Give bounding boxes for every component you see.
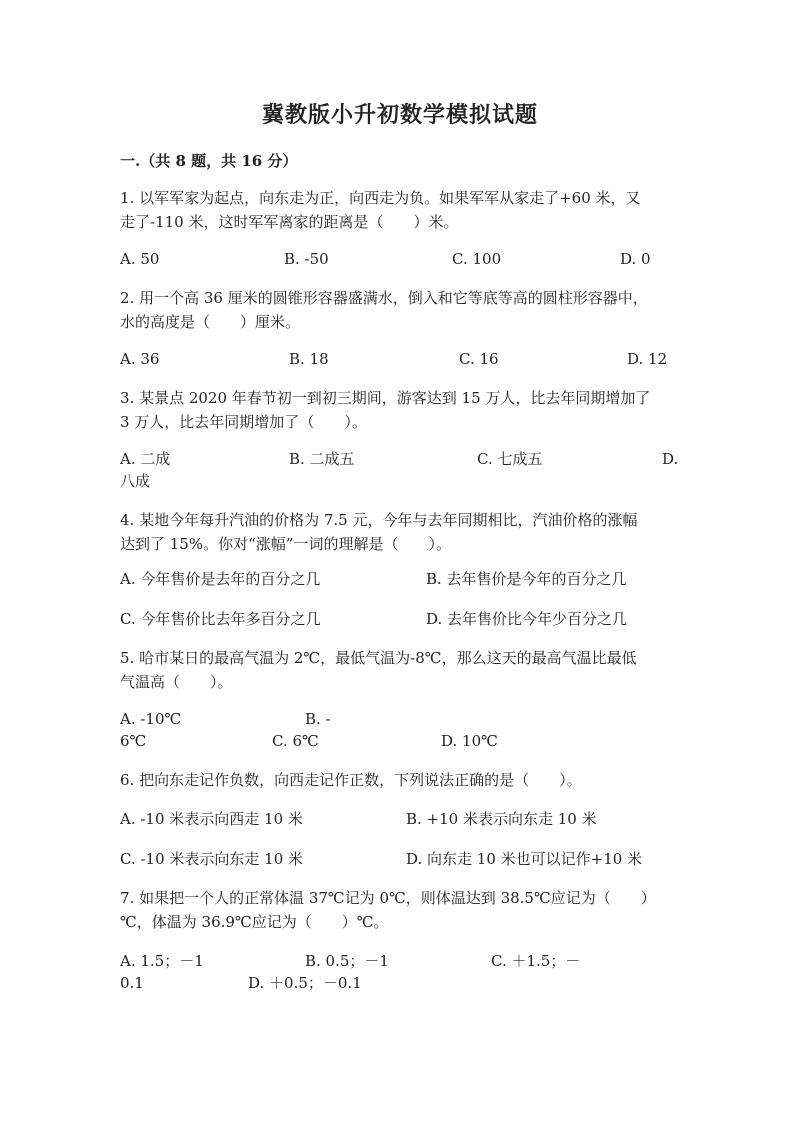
option-c: C. 6℃ (272, 732, 319, 750)
question-line: 7. 如果把一个人的正常体温 37℃记为 0℃，则体温达到 38.5℃应记为（ ） (120, 889, 656, 907)
option-d: D. 去年售价比今年少百分之几 (426, 610, 628, 628)
section-heading: 一.（共 8 题，共 16 分） (120, 152, 298, 170)
question-4 (120, 508, 680, 556)
question-1 (120, 186, 680, 234)
question-line: 水的高度是（ ）厘米。 (120, 313, 301, 331)
option-b-text: 6℃ (120, 732, 147, 750)
question-line: 走了-110 米，这时军军离家的距离是（ ）米。 (120, 213, 459, 231)
option-a: A. 36 (120, 350, 160, 368)
option-b: B. 去年售价是今年的百分之几 (426, 570, 627, 588)
option-c: C. 16 (459, 350, 499, 368)
option-b: B. 二成五 (289, 450, 355, 468)
page-title: 冀教版小升初数学模拟试题 (261, 102, 538, 128)
option-d: D. ＋0.5；－0.1 (248, 974, 362, 992)
option-a: A. -10 米表示向西走 10 米 (120, 810, 303, 828)
question-line: 气温高（ ）。 (120, 673, 233, 691)
option-c: C. ＋1.5；－ (491, 952, 581, 970)
option-a: A. 50 (120, 250, 160, 268)
option-c: C. 七成五 (477, 450, 543, 468)
option-d: D. 0 (620, 250, 651, 268)
option-c: C. -10 米表示向东走 10 米 (120, 850, 304, 868)
option-a: A. 1.5；－1 (120, 952, 204, 970)
question-line: 3. 某景点 2020 年春节初一到初三期间，游客达到 15 万人，比去年同期增加了 (120, 389, 651, 407)
option-b: B. - (305, 710, 331, 728)
option-d-text: 八成 (120, 472, 151, 490)
option-d: D. (662, 450, 679, 468)
question-line: 1. 以军军家为起点，向东走为正，向西走为负。如果军军从家走了+60 米，又 (120, 189, 641, 207)
question-5 (120, 646, 680, 694)
option-c: C. 100 (452, 250, 502, 268)
option-a: A. 今年售价是去年的百分之几 (120, 570, 321, 588)
option-b: B. 18 (289, 350, 329, 368)
question-3 (120, 386, 680, 434)
question-7 (120, 886, 680, 934)
option-d: D. 10℃ (441, 732, 498, 750)
question-line: 达到了 15%。你对“涨幅”一词的理解是（ ）。 (120, 535, 451, 553)
option-d: D. 向东走 10 米也可以记作+10 米 (406, 850, 643, 868)
question-line: 5. 哈市某日的最高气温为 2℃，最低气温为-8℃，那么这天的最高气温比最低 (120, 649, 637, 667)
question-line: 2. 用一个高 36 厘米的圆锥形容器盛满水，倒入和它等底等高的圆柱形容器中， (120, 289, 648, 307)
question-2 (120, 286, 680, 334)
option-c-text: 0.1 (120, 974, 144, 992)
option-b: B. 0.5；－1 (305, 952, 389, 970)
option-d: D. 12 (627, 350, 668, 368)
option-a: A. -10℃ (120, 710, 182, 728)
question-line: 4. 某地今年每升汽油的价格为 7.5 元，今年与去年同期相比，汽油价格的涨幅 (120, 511, 638, 529)
question-line: 3 万人，比去年同期增加了（ ）。 (120, 413, 367, 431)
question-line: ℃，体温为 36.9℃应记为（ ）℃。 (120, 913, 389, 931)
option-b: B. +10 米表示向东走 10 米 (406, 810, 597, 828)
question-6 (120, 768, 680, 792)
option-b: B. -50 (284, 250, 329, 268)
question-line: 6. 把向东走记作负数，向西走记作正数，下列说法正确的是（ ）。 (120, 771, 582, 789)
option-a: A. 二成 (120, 450, 171, 468)
option-c: C. 今年售价比去年多百分之几 (120, 610, 321, 628)
